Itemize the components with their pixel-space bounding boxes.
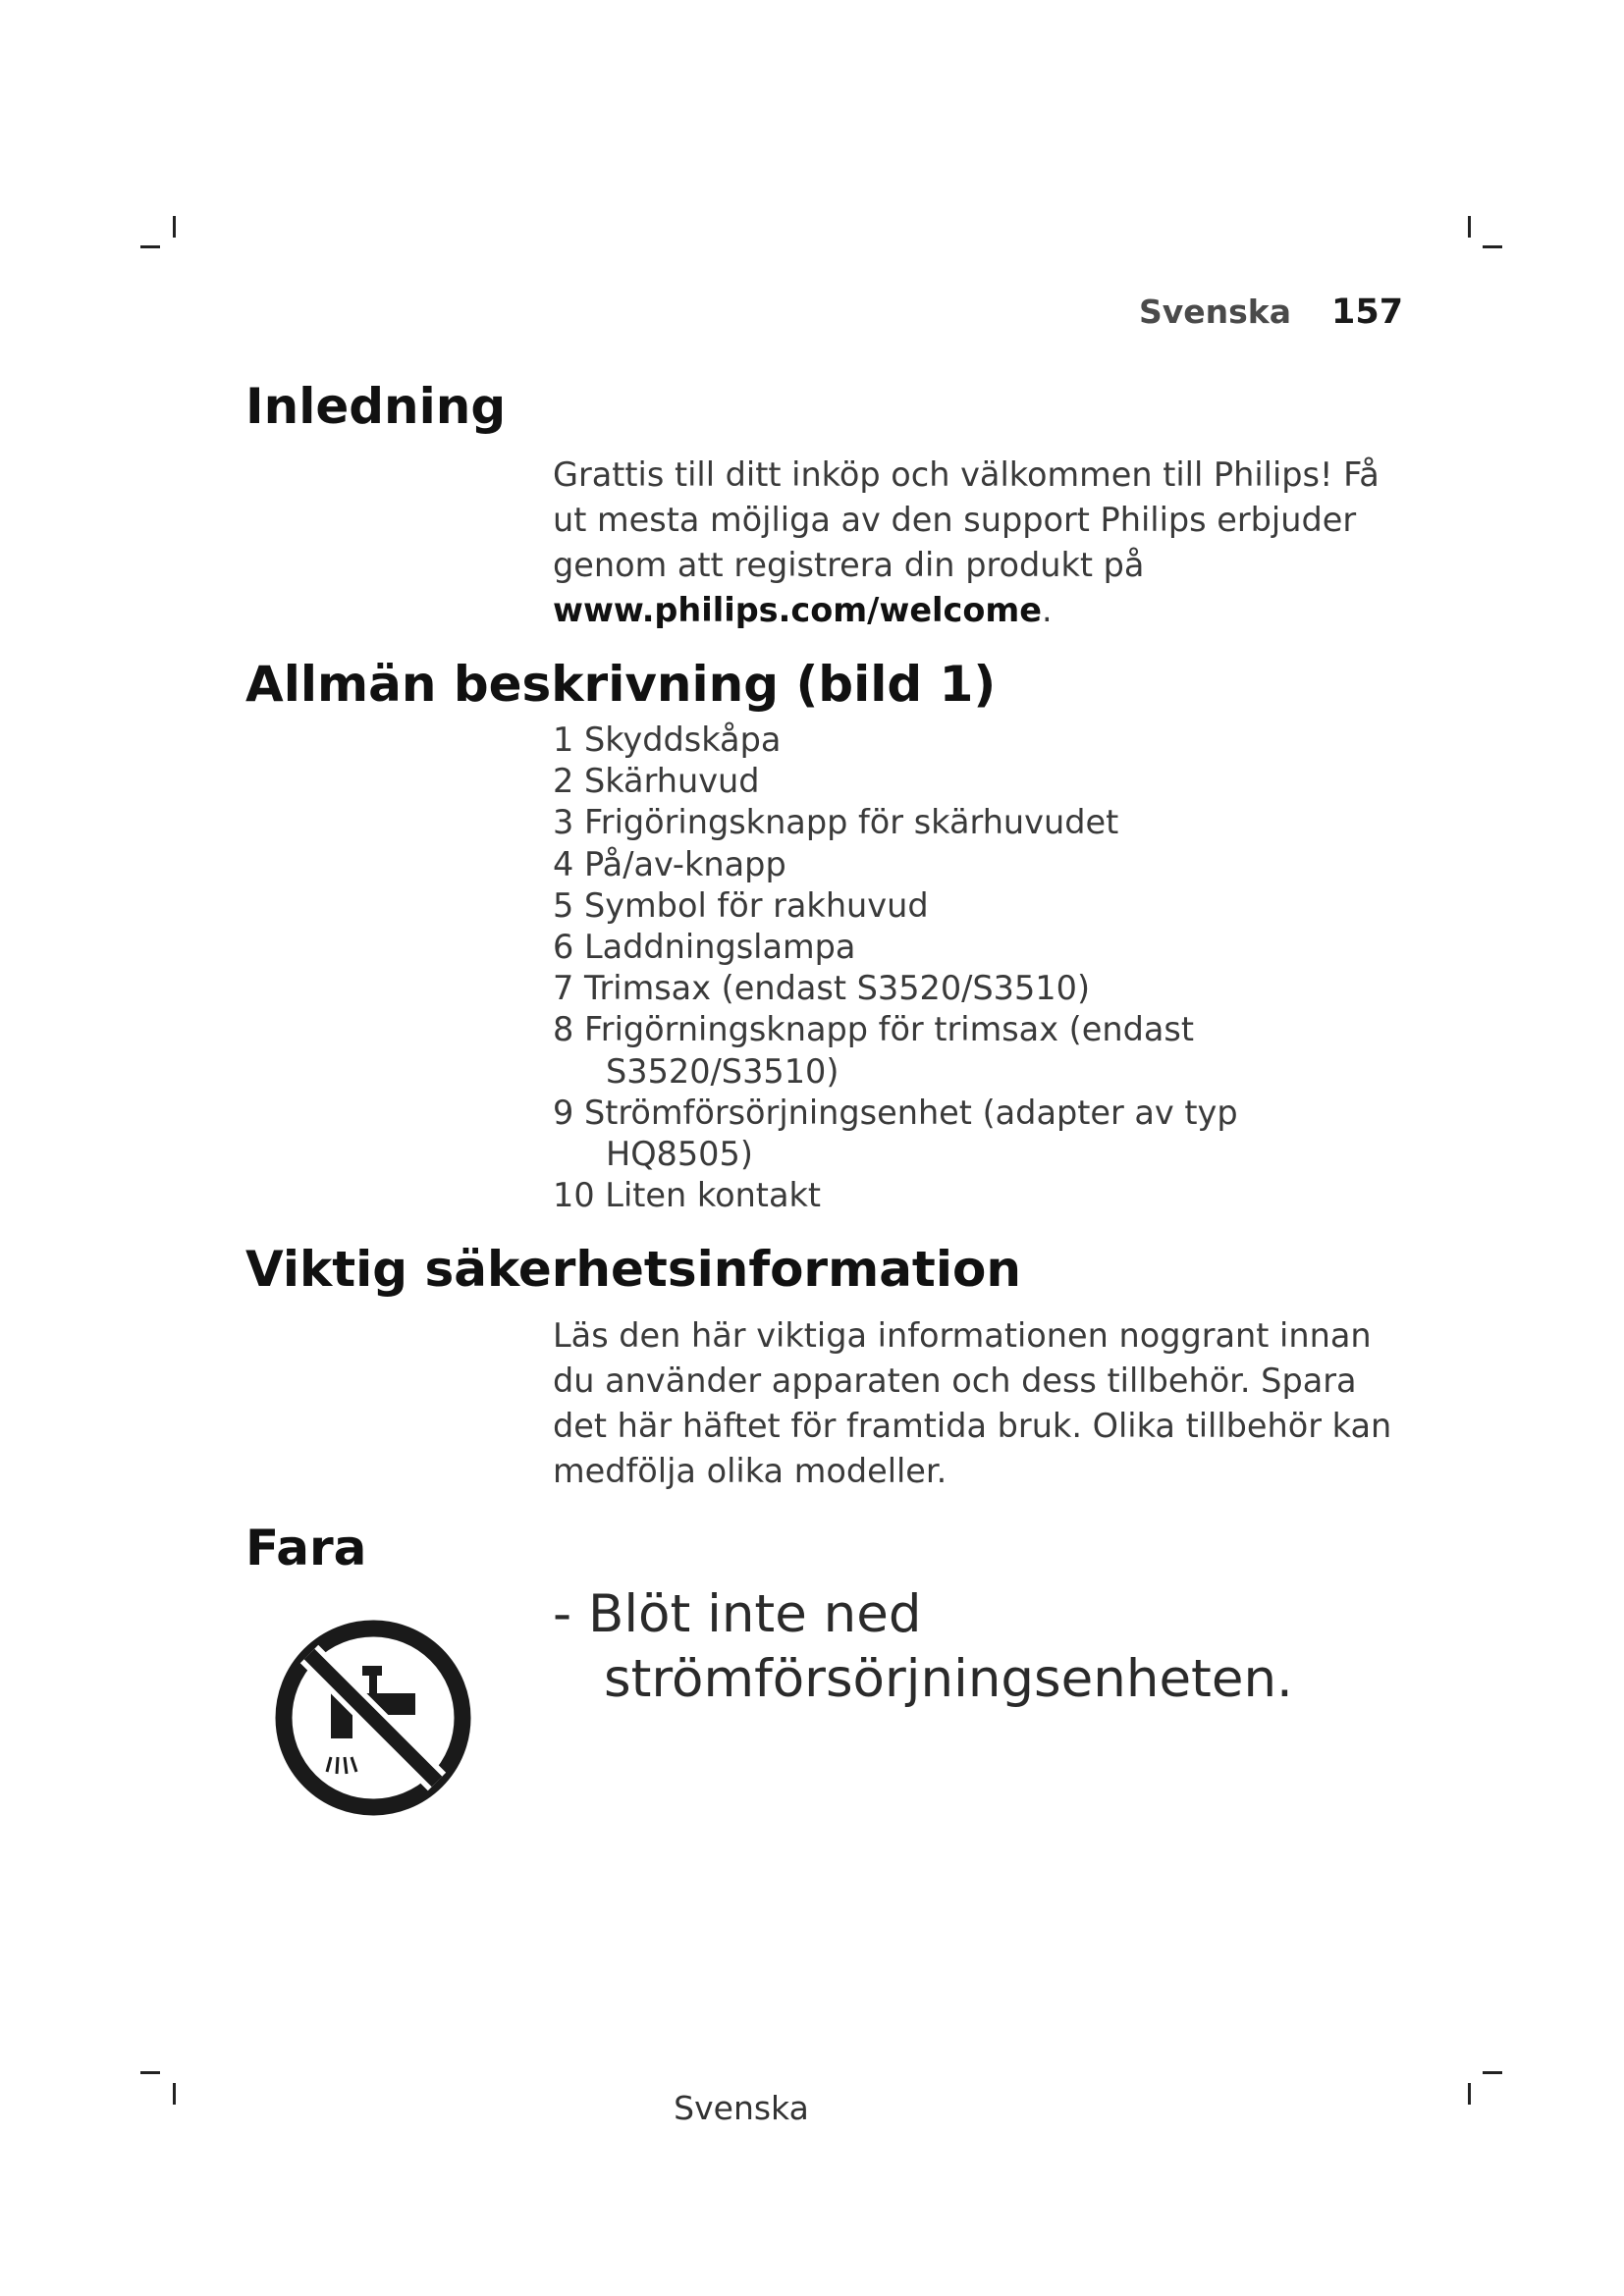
list-item-label: 10 Liten kontakt <box>553 1176 822 1215</box>
footer-language: Svenska <box>674 2089 809 2127</box>
intro-paragraph <box>553 453 1397 633</box>
safety-paragraph: Läs den här viktiga informationen noggrant innan du använder apparaten och dess tillbehör. Spara det här häftet för framtida bruk. Olika tillbehör kan medfölja olika modeller. <box>553 1316 1392 1490</box>
list-item-continuation: S3520/S3510) <box>606 1051 839 1091</box>
crop-mark <box>1483 245 1502 248</box>
intro-text: Grattis till ditt inköp och välkommen till Philips! Få ut mesta möjliga av den support Philips erbjuder genom att registrera din produkt på <box>553 455 1380 584</box>
parts-list <box>553 720 1397 1216</box>
crop-mark <box>1468 216 1471 238</box>
list-item-label: 9 Strömförsörjningsenhet (adapter av typ <box>553 1093 1238 1132</box>
list-item-label: 4 På/av-knapp <box>553 844 786 883</box>
list-item <box>553 885 1397 927</box>
list-item-label: 3 Frigöringsknapp för skärhuvudet <box>553 803 1119 842</box>
crop-mark <box>1483 2071 1502 2074</box>
section-title-overview: Allmän beskrivning (bild 1) <box>245 656 997 713</box>
section-title-danger: Fara <box>245 1520 367 1576</box>
section-title-intro: Inledning <box>245 378 507 435</box>
page-number: 157 <box>1331 293 1404 332</box>
list-item <box>553 1009 1397 1092</box>
section-title-safety: Viktig säkerhetsinformation <box>245 1241 1021 1298</box>
danger-warning <box>553 1582 1293 1712</box>
crop-mark <box>140 2071 160 2074</box>
crop-mark <box>140 245 160 248</box>
list-item-label: 1 Skyddskåpa <box>553 721 782 759</box>
list-item <box>553 968 1397 1009</box>
list-item-label: 7 Trimsax (endast S3520/S3510) <box>553 969 1091 1008</box>
list-item-label: 8 Frigörningsknapp för trimsax (endast <box>553 1010 1194 1049</box>
danger-warning-line1: - Blöt inte ned <box>553 1584 922 1644</box>
list-item <box>553 927 1397 968</box>
list-item-label: 5 Symbol för rakhuvud <box>553 885 929 925</box>
danger-warning-line2: strömförsörjningsenheten. <box>604 1649 1293 1709</box>
intro-text-end: . <box>1042 591 1053 629</box>
crop-mark <box>173 216 176 238</box>
list-item <box>553 761 1397 802</box>
list-item <box>553 1093 1397 1175</box>
philips-welcome-link[interactable]: www.philips.com/welcome <box>553 591 1043 629</box>
list-item <box>553 1175 1397 1216</box>
list-item <box>553 844 1397 885</box>
list-item-label: 6 Laddningslampa <box>553 928 856 967</box>
list-item-continuation: HQ8505) <box>606 1135 753 1174</box>
list-item-label: 2 Skärhuvud <box>553 762 760 801</box>
header-language: Svenska <box>1139 293 1292 331</box>
no-water-icon <box>270 1615 476 1821</box>
list-item <box>553 720 1397 761</box>
list-item <box>553 802 1397 843</box>
